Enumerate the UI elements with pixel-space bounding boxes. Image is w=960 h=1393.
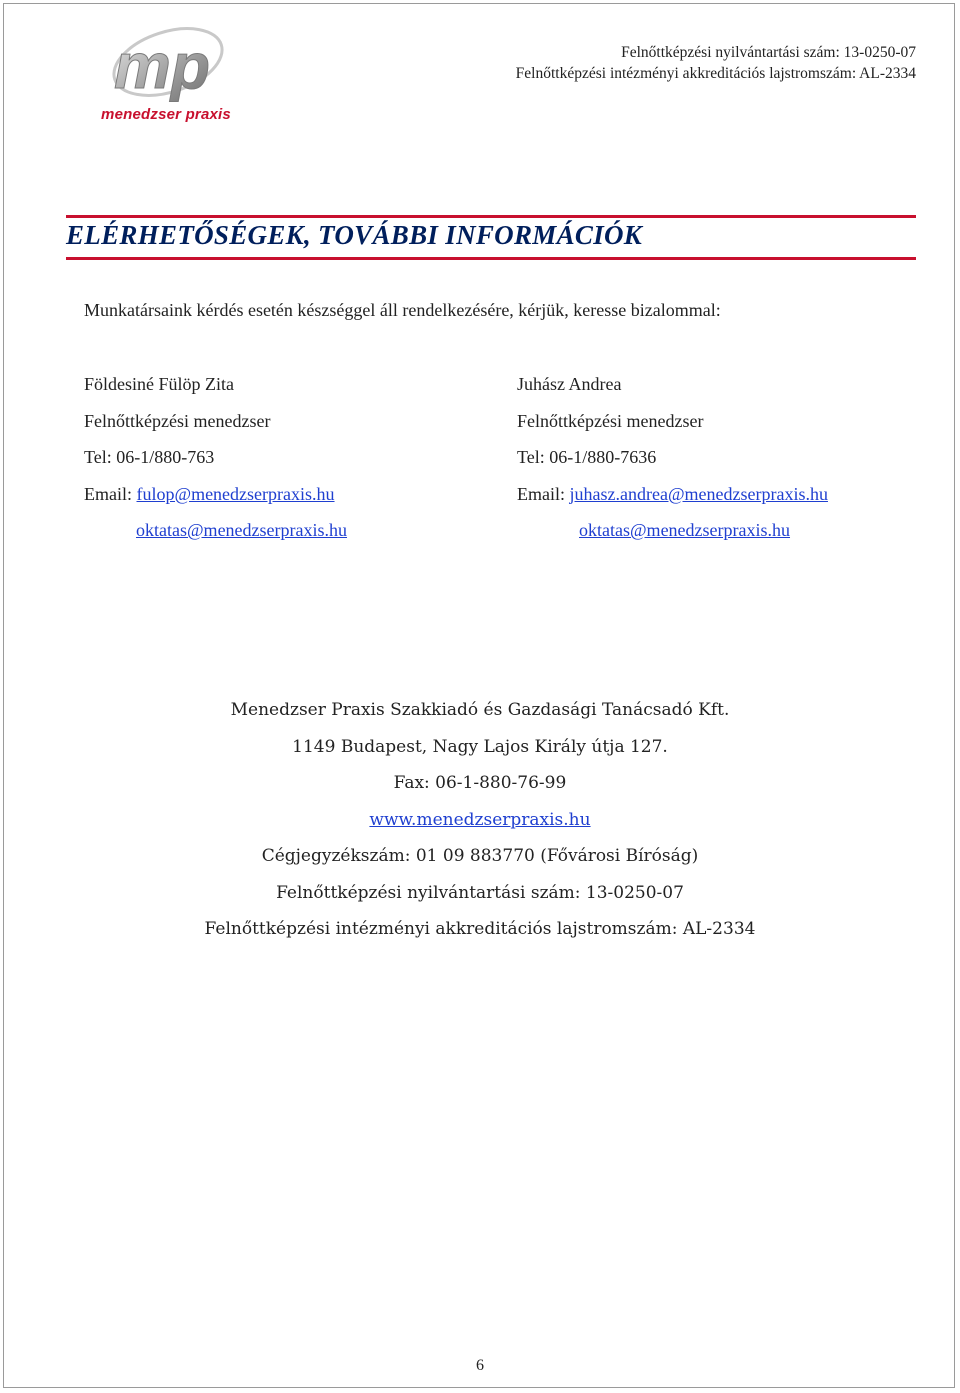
company-fax: Fax: 06-1-880-76-99	[393, 773, 567, 793]
section-title: ELÉRHETŐSÉGEK, TOVÁBBI INFORMÁCIÓK	[66, 220, 643, 250]
contact-email2-row	[84, 518, 347, 555]
email-label: Email:	[517, 483, 570, 504]
company-logo	[96, 18, 236, 128]
heading-bottom-rule	[66, 257, 916, 260]
contact-role: Felnőttképzési menedzser	[517, 410, 704, 431]
contact-phone: Tel: 06-1/880-7636	[517, 447, 657, 467]
contact-email2-row	[517, 518, 828, 555]
email2-link[interactable]: oktatas@menedzserpraxis.hu	[136, 520, 348, 540]
mp-logo-icon	[96, 18, 236, 113]
company-registration-number: Cégjegyzékszám: 01 09 883770 (Fővárosi Bíróság)	[261, 846, 699, 866]
contact-role: Felnőttképzési menedzser	[84, 410, 271, 431]
email-link[interactable]: fulop@menedzserpraxis.hu	[136, 483, 335, 504]
email2-link[interactable]: oktatas@menedzserpraxis.hu	[579, 520, 791, 540]
company-info-block	[0, 698, 960, 954]
header-registration-line: Felnőttképzési nyilvántartási szám: 13-0250-07	[621, 44, 916, 61]
page-number: 6	[476, 1357, 484, 1374]
page-border	[3, 3, 955, 1388]
header-registration-info	[516, 42, 916, 84]
logo-text: menedzser praxis	[101, 106, 231, 123]
contact-email-row	[84, 482, 347, 519]
contact-name: Juhász Andrea	[517, 374, 622, 394]
contact-email-row	[517, 482, 828, 519]
company-accreditation: Felnőttképzési intézményi akkreditációs lajstromszám: AL-2334	[204, 919, 756, 939]
company-adult-education-registration: Felnőttképzési nyilvántartási szám: 13-0250-07	[276, 882, 684, 903]
company-name: Menedzser Praxis Szakkiadó és Gazdasági Tanácsadó Kft.	[230, 700, 730, 720]
email-label: Email:	[84, 483, 137, 504]
intro-text: Munkatársaink kérdés esetén készséggel áll rendelkezésére, kérjük, keresse bizalommal:	[84, 300, 721, 320]
contact-card-fulop	[84, 372, 347, 555]
company-website-link[interactable]: www.menedzserpraxis.hu	[369, 809, 591, 830]
company-website-row	[0, 808, 960, 845]
header-accreditation-line: Felnőttképzési intézményi akkreditációs lajstromszám: AL-2334	[515, 65, 916, 82]
contact-phone: Tel: 06-1/880-763	[84, 447, 215, 467]
svg-text:mp: mp	[114, 30, 210, 102]
company-address: 1149 Budapest, Nagy Lajos Király útja 127.	[292, 736, 668, 757]
contact-card-juhasz	[517, 372, 828, 555]
heading-top-rule	[66, 215, 916, 218]
contact-name: Földesiné Fülöp Zita	[84, 374, 234, 394]
email-link[interactable]: juhasz.andrea@menedzserpraxis.hu	[569, 483, 828, 504]
